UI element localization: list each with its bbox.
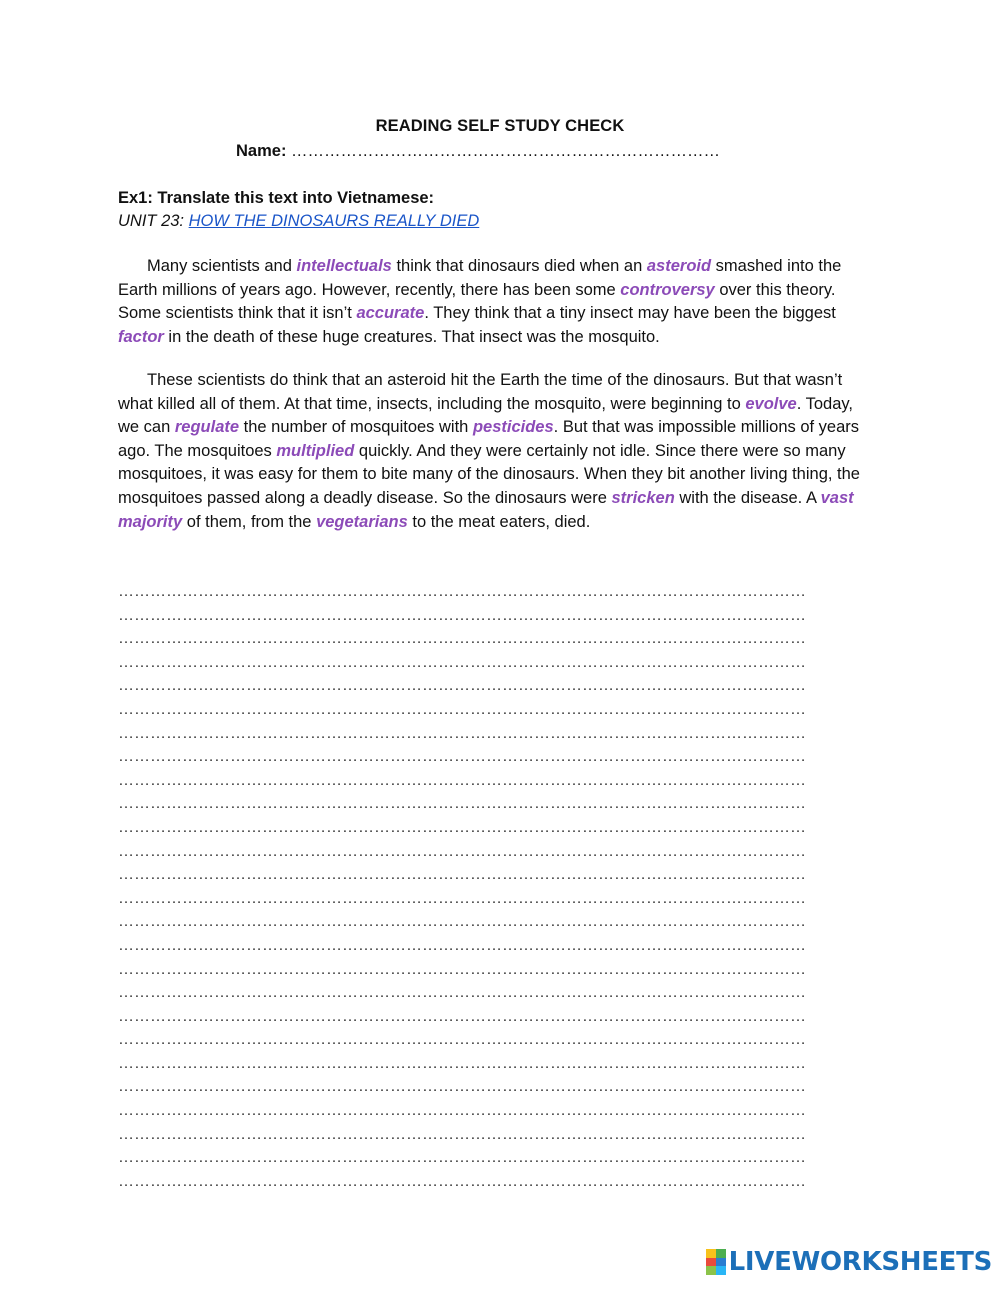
answer-line[interactable]: ………………………………………………………………………………………………………………… [118,1149,806,1167]
keyword: evolve [745,394,797,413]
answer-line[interactable]: ………………………………………………………………………………………………………………… [118,1078,806,1096]
unit-title-link[interactable]: HOW THE DINOSAURS REALLY DIED [188,212,480,230]
keyword: intellectuals [296,257,392,275]
logo-block [706,1266,716,1275]
name-label: Name: [236,142,287,160]
keyword: factor [118,327,164,346]
answer-line[interactable]: ………………………………………………………………………………………………………………… [118,630,806,648]
text-run: over this theory. Some scientists think that it isn’t [118,280,836,323]
keyword: vast majority [118,488,854,531]
answer-line[interactable]: ………………………………………………………………………………………………………………… [118,936,806,954]
answer-line[interactable]: ………………………………………………………………………………………………………………… [118,1102,806,1120]
text-run: . They think that a tiny insect may have been the biggest [424,304,836,323]
answer-line[interactable]: ………………………………………………………………………………………………………………… [118,960,806,978]
text-run: with the disease. A [674,488,821,507]
keyword: vegetarians [316,512,408,531]
answer-line[interactable]: ………………………………………………………………………………………………………………… [118,818,806,836]
answer-line[interactable]: ………………………………………………………………………………………………………………… [118,606,806,624]
answer-line[interactable]: ………………………………………………………………………………………………………………… [118,583,806,600]
answer-line[interactable]: ………………………………………………………………………………………………………………… [118,866,806,884]
answer-line[interactable]: ………………………………………………………………………………………………………………… [118,795,806,813]
answer-line[interactable]: ………………………………………………………………………………………………………………… [118,748,806,766]
text-run: in the death of these huge creatures. That insect was the mosquito. [163,327,660,346]
liveworksheets-logo [706,1247,992,1277]
text-run: think that dinosaurs died when an [391,257,647,275]
keyword: controversy [620,280,715,299]
text-run: Many scientists and [147,257,297,275]
unit-heading [118,212,479,231]
answer-line[interactable]: ………………………………………………………………………………………………………………… [118,913,806,931]
answer-line[interactable]: ………………………………………………………………………………………………………………… [118,653,806,671]
name-dots[interactable]: …………………………………………………………………… [291,142,721,160]
text-run: . Today, we can [118,394,853,437]
exercise-title: Ex1: Translate this text into Vietnamese: [118,189,435,207]
text-run: . But that was impossible millions of years ago. The mosquitoes [118,418,860,460]
answer-line[interactable]: ………………………………………………………………………………………………………………… [118,724,806,742]
logo-block [716,1266,726,1275]
text-run: of them, from the [182,512,317,531]
answer-line[interactable]: ………………………………………………………………………………………………………………… [118,1054,806,1072]
answer-line[interactable]: ………………………………………………………………………………………………………………… [118,984,806,1002]
logo-block [706,1258,716,1266]
answer-line[interactable]: ………………………………………………………………………………………………………………… [118,1172,806,1190]
passage-paragraph-2 [118,369,878,534]
answer-line[interactable]: ………………………………………………………………………………………………………………… [118,842,806,860]
answer-line[interactable]: ………………………………………………………………………………………………………………… [118,1031,806,1049]
answer-line[interactable]: ………………………………………………………………………………………………………………… [118,1125,806,1143]
keyword: pesticides [472,418,554,437]
keyword: asteroid [646,257,712,275]
keyword: regulate [174,418,240,437]
answer-line[interactable]: ………………………………………………………………………………………………………………… [118,771,806,789]
text-run: to the meat eaters, died. [407,512,591,531]
logo-text: LIVEWORKSHEETS [728,1247,992,1277]
answer-line[interactable]: ………………………………………………………………………………………………………………… [118,889,806,907]
text-run: the number of mosquitoes with [239,418,473,437]
name-field-line [236,142,720,161]
logo-mark-icon [706,1249,726,1275]
answer-line[interactable]: ………………………………………………………………………………………………………………… [118,677,806,695]
passage-paragraph-1 [118,255,878,349]
text-run: These scientists do think that an asteroid hit the Earth the time of the dinosaurs. But that wasn’t what killed all of them. At that time, insects, including the mosquito, were beginning to [118,371,843,413]
page-title: READING SELF STUDY CHECK [375,117,625,135]
keyword: accurate [356,304,425,323]
logo-block [716,1249,726,1258]
answer-lines [118,580,870,1193]
keyword: stricken [611,488,675,507]
text-run: smashed into the Earth millions of years ago. However, recently, there has been some [118,257,842,299]
answer-line[interactable]: ………………………………………………………………………………………………………………… [118,1007,806,1025]
logo-block [706,1249,716,1258]
answer-line[interactable]: ………………………………………………………………………………………………………………… [118,700,806,718]
logo-block [716,1258,726,1266]
unit-prefix: UNIT 23: [118,212,189,230]
keyword: multiplied [276,441,355,460]
text-run: quickly. And they were certainly not idle. Since there were so many mosquitoes, it was easy for them to bite many of the dinosaurs. When they bit another living thing, the mosquitoes passed along a deadly disease. So the dinosaurs were [118,441,860,507]
